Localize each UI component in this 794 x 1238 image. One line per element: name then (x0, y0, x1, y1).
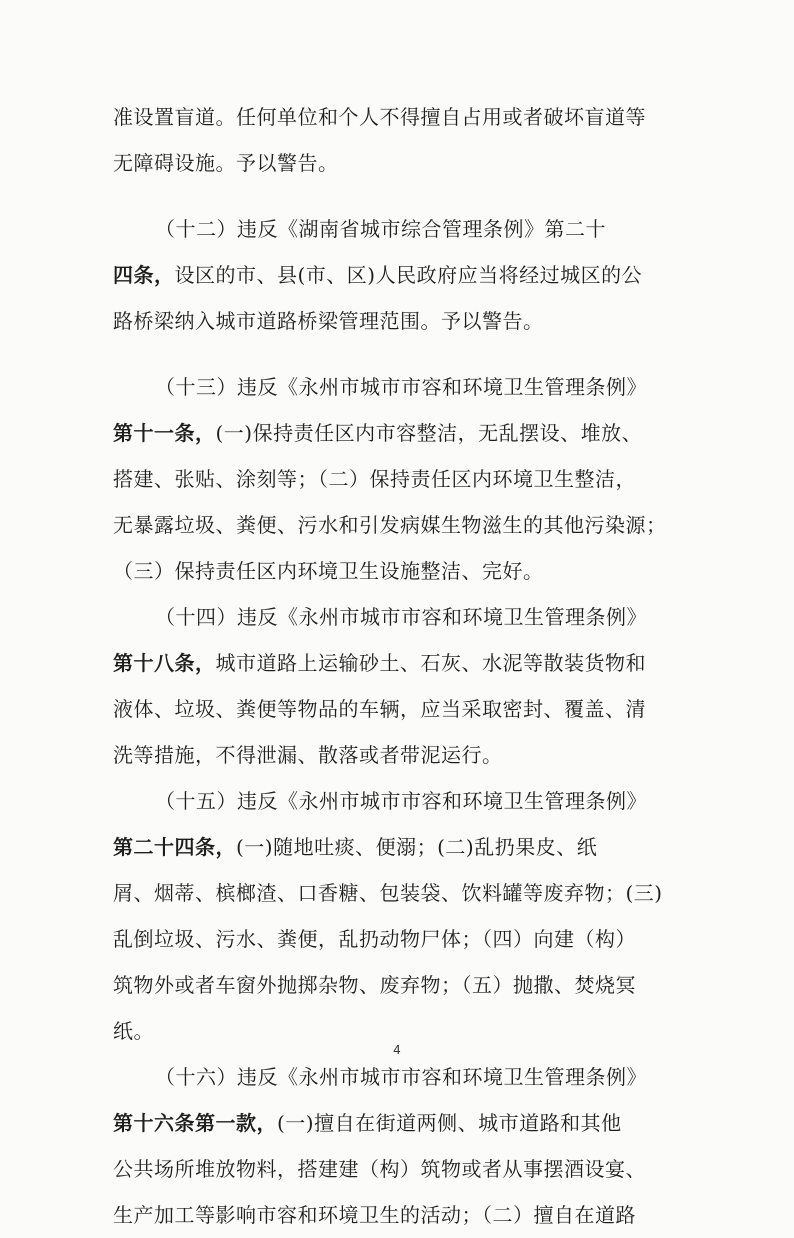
section-15-line (113, 824, 683, 870)
clause-text: (一)保持责任区内市容整洁，无乱摆设、堆放、 (215, 421, 643, 445)
section-16-line (113, 1100, 683, 1146)
section-16-heading: （十六）违反《永州市城市市容和环境卫生管理条例》 (155, 1065, 647, 1089)
clause-text: (一)随地吐痰、便溺；(二)乱扔果皮、纸 (236, 835, 598, 859)
section-12-line (113, 252, 683, 298)
paragraph-line: 乱倒垃圾、污水、粪便，乱扔动物尸体；（四）向建（构） (113, 927, 636, 951)
article-number: 四条， (113, 263, 175, 287)
paragraph-line: （三）保持责任区内环境卫生设施整洁、完好。 (113, 559, 544, 583)
clause-text: 设区的市、县(市、区)人民政府应当将经过城区的公 (174, 263, 643, 287)
paragraph-line: 无障碍设施。予以警告。 (113, 151, 339, 175)
body-text (113, 94, 683, 1238)
section-15-heading: （十五）违反《永州市城市市容和环境卫生管理条例》 (155, 789, 647, 813)
paragraph-line: 路桥梁纳入城市道路桥梁管理范围。予以警告。 (113, 309, 544, 333)
paragraph-line: 屑、烟蒂、槟榔渣、口香糖、包装袋、饮料罐等废弃物；(三) (113, 881, 663, 905)
section-14-heading: （十四）违反《永州市城市市容和环境卫生管理条例》 (155, 605, 647, 629)
section-12-heading: （十二）违反《湖南省城市综合管理条例》第二十 (155, 217, 606, 241)
article-number: 第十八条， (113, 651, 216, 675)
paragraph-line: 准设置盲道。任何单位和个人不得擅自占用或者破坏盲道等 (113, 105, 646, 129)
section-13-line (113, 410, 683, 456)
paragraph-line: 生产加工等影响市容和环境卫生的活动；（二）擅自在道路 (113, 1203, 636, 1227)
paragraph-line: 洗等措施，不得泄漏、散落或者带泥运行。 (113, 743, 503, 767)
section-14-line (113, 640, 683, 686)
paragraph-line: 公共场所堆放物料，搭建建（构）筑物或者从事摆酒设宴、 (113, 1157, 646, 1181)
page-number: 4 (393, 1043, 401, 1057)
paragraph-line: 筑物外或者车窗外抛掷杂物、废弃物；（五）抛撒、焚烧冥 (113, 973, 636, 997)
paragraph-line: 纸。 (113, 1019, 154, 1043)
article-number: 第二十四条， (113, 835, 236, 859)
paragraph-line: 液体、垃圾、粪便等物品的车辆，应当采取密封、覆盖、清 (113, 697, 646, 721)
paragraph-line: 搭建、张贴、涂刻等；（二）保持责任区内环境卫生整洁， (113, 467, 636, 491)
section-13-heading: （十三）违反《永州市城市市容和环境卫生管理条例》 (155, 375, 647, 399)
clause-text: 城市道路上运输砂土、石灰、水泥等散装货物和 (215, 651, 646, 675)
paragraph-line: 无暴露垃圾、粪便、污水和引发病媒生物滋生的其他污染源； (113, 513, 667, 537)
article-number: 第十六条第一款， (113, 1111, 277, 1135)
article-number: 第十一条， (113, 421, 216, 445)
clause-text: (一)擅自在街道两侧、城市道路和其他 (277, 1111, 622, 1135)
